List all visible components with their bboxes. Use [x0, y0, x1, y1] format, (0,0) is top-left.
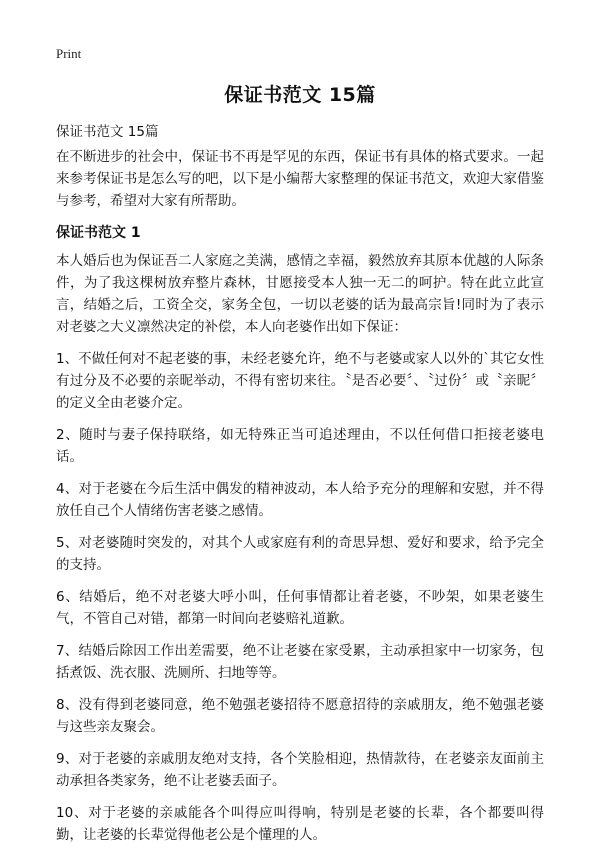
- list-item: 10、对于老婆的亲戚能各个叫得应叫得响，特别是老婆的长辈，各个都要叫得勤，让老婆的长辈觉得他老公是个懂理的人。: [56, 805, 544, 843]
- list-item: 4、对于老婆在今后生活中偶发的精神波动，本人给予充分的理解和安慰，并不得放任自己个人情绪伤害老婆之感情。: [56, 481, 544, 519]
- list-item: 7、结婚后除因工作出差需要，绝不让老婆在家受累，主动承担家中一切家务，包括煮饭、洗衣服、洗厕所、扫地等等。: [56, 643, 544, 681]
- list-item: 6、结婚后，绝不对老婆大呼小叫，任何事情都让着老婆，不吵架，如果老婆生气，不管自己对错，都第一时间向老婆赔礼道歉。: [56, 589, 544, 627]
- print-link[interactable]: Print: [56, 46, 82, 61]
- intro-paragraph: 在不断进步的社会中，保证书不再是罕见的东西，保证书有具体的格式要求。一起来参考保证书是怎么写的吧，以下是小编帮大家整理的保证书范文，欢迎大家借鉴与参考，希望对大家有所帮助。: [56, 149, 544, 209]
- list-item: 8、没有得到老婆同意，绝不勉强老婆招待不愿意招待的亲戚朋友，绝不勉强老婆与这些亲友聚会。: [56, 697, 544, 735]
- list-item: 9、对于老婆的亲戚朋友绝对支持，各个笑脸相迎，热情款待，在老婆亲友面前主动承担各类家务，绝不让老婆丢面子。: [56, 751, 544, 789]
- list-item: 2、随时与妻子保持联络，如无特殊正当可追述理由，不以任何借口拒接老婆电话。: [56, 427, 544, 465]
- list-item: 1、不做任何对不起老婆的事，未经老婆允许，绝不与老婆或家人以外的`其它女性有过分及不必要的亲昵举动，不得有密切来往。〝是否必要〞、〝过份〞或〝亲昵〞的定义全由老婆介定。: [56, 351, 544, 411]
- section-opening-paragraph: 本人婚后也为保证吾二人家庭之美满，感情之幸福，毅然放弃其原本优越的人际条件，为了我这棵树放弃整片森林，甘愿接受本人独一无二的呵护。特在此立此宣言，结婚之后，工资全交，家务全包，一切以老婆的话为最高宗旨!同时为了表示对老婆之大义凛然决定的补偿，本人向老婆作出如下保证：: [56, 253, 544, 335]
- section-heading: 保证书范文 1: [56, 225, 141, 241]
- document-subtitle: 保证书范文 15篇: [56, 124, 159, 140]
- list-item: 5、对老婆随时突发的，对其个人或家庭有利的奇思异想、爱好和要求，给予完全的支持。: [56, 535, 544, 573]
- document-body: [56, 146, 544, 856]
- page-title: 保证书范文 15篇: [224, 84, 376, 106]
